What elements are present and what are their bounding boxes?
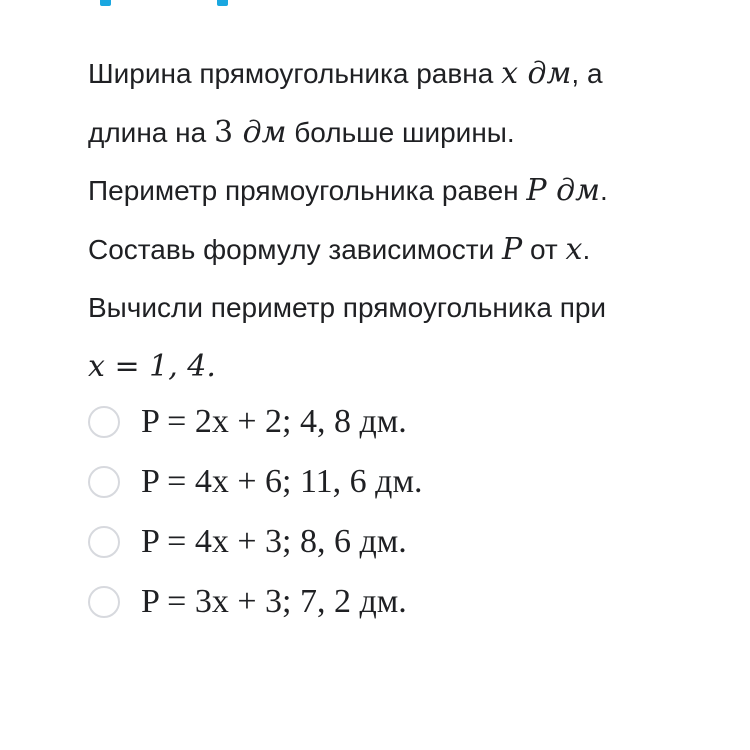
math-variable-p: P (502, 231, 523, 267)
math-unit: дм (233, 114, 287, 150)
radio-button[interactable] (88, 466, 120, 498)
question-line-2 (88, 104, 708, 163)
answer-options (88, 392, 708, 632)
question-text-part: больше ширины. (286, 116, 515, 148)
question-text-part: длина на (88, 116, 214, 148)
question-text-part: , а (571, 58, 603, 89)
answer-option-2[interactable] (88, 452, 708, 512)
question-text-part: . (582, 233, 591, 265)
math-width-expression: x дм (501, 56, 572, 91)
answer-option-4[interactable] (88, 572, 708, 632)
answer-option-label: P = 4x + 3; 8, 6 дм. (141, 523, 407, 560)
answer-option-3[interactable] (88, 512, 708, 572)
question-line-4 (88, 221, 708, 280)
answer-option-label: P = 3x + 3; 7, 2 дм. (141, 583, 407, 620)
math-variable-x: x (565, 231, 583, 267)
answer-option-1[interactable] (88, 392, 708, 452)
question-text-part: Ширина прямоугольника равна (88, 58, 502, 89)
math-perimeter-expression: P дм (526, 173, 600, 208)
top-accent-decoration (100, 0, 228, 6)
question-line-6 (88, 338, 708, 397)
question-text-part: . (600, 175, 608, 206)
question-text-part: от (522, 233, 566, 265)
accent-segment (100, 0, 111, 6)
question-text-part: Вычисли периметр прямоугольника при (88, 292, 607, 323)
radio-button[interactable] (88, 586, 120, 618)
question-text-part: Периметр прямоугольника равен (88, 175, 527, 206)
question-text (88, 45, 708, 396)
math-x-value: x = 1, 4. (88, 348, 216, 384)
accent-segment (217, 0, 228, 6)
question-line-5 (88, 279, 708, 338)
math-number-3: 3 (213, 114, 234, 150)
answer-option-label: P = 2x + 2; 4, 8 дм. (141, 403, 407, 440)
answer-option-label: P = 4x + 6; 11, 6 дм. (141, 463, 423, 500)
radio-button[interactable] (88, 406, 120, 438)
question-line-1 (88, 45, 708, 104)
question-line-3 (88, 162, 708, 221)
radio-button[interactable] (88, 526, 120, 558)
question-text-part: Составь формулу зависимости (88, 233, 502, 265)
